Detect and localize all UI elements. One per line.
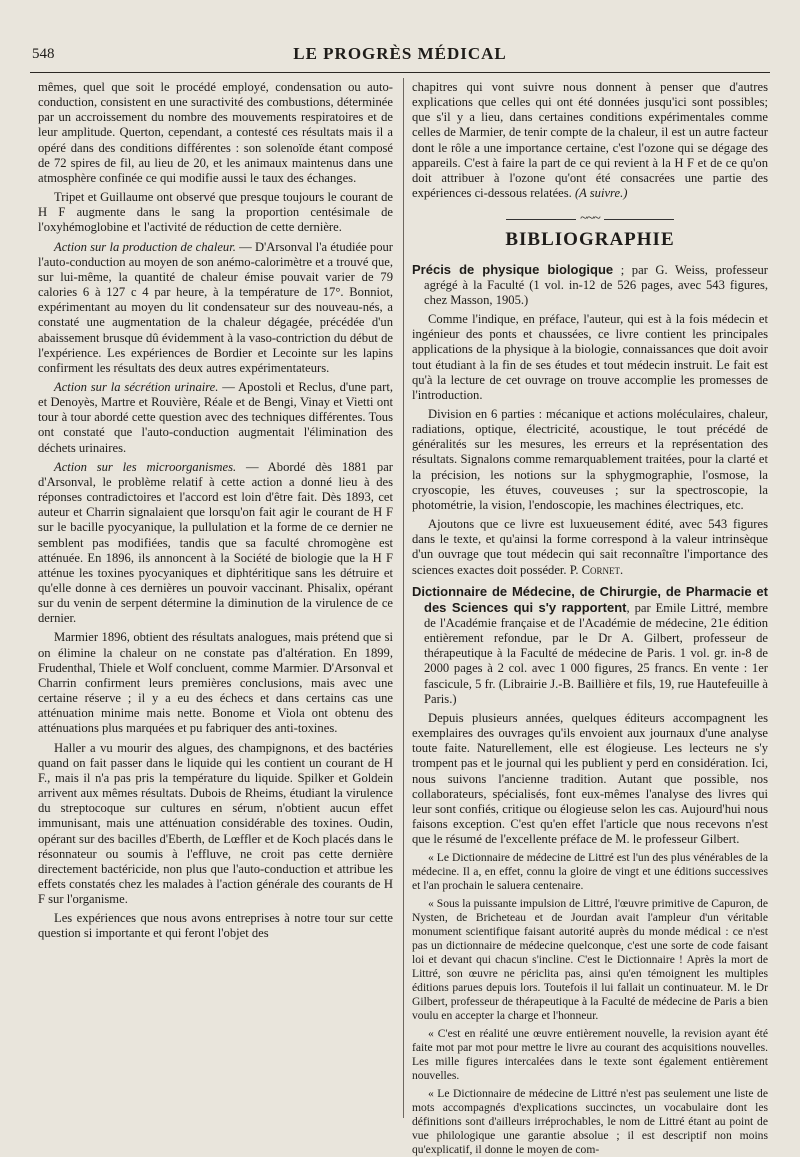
right-column — [412, 80, 768, 1157]
quotation: « Le Dictionnaire de médecine de Littré n'est pas seulement une liste de mots accompagnés d'explications succinctes, un vocabulaire dont les définitions sont d'ailleurs irréprochables, le nom de Littré étant au point de vue philologique une garantie absolue ; il est descriptif non moins qu'explicatif, il donne le moyen de com- — [412, 1087, 768, 1157]
paragraph-text: — Apostoli et Reclus, d'une part, et Denoyès, Martre et Rouvière, Réale et de Bengi, Vinay et Vietti ont tour à tour abordé cette question avec des techniques différentes. Tous ont constaté que l'auto-conduction augmentait l'élimination des déchets urinaires. — [38, 379, 393, 455]
ornament-glyph: ~~~ — [580, 211, 600, 227]
bibliography-entry — [412, 262, 768, 578]
entry-title: Précis de physique biologique — [412, 261, 614, 277]
entry-title: Dictionnaire de Médecine, de Chirurgie, de Pharmacie et des Sciences qui s'y rapportent — [412, 583, 768, 615]
paragraph: mêmes, quel que soit le procédé employé, condensation ou auto-conduction, consistent en une suractivité des combustions, déterminée par un accroissement du nombre des mouvements respiratoires et de leur amplitude. Querton, cependant, a contesté ces résultats mais il a opéré dans des conditions différentes : son solenoïde étant composé de 72 spires de fil, au lieu de 20, et les animaux maintenus dans une atmosphère confinée ce qui modifie aussi le taux des échanges. — [38, 80, 393, 185]
page-header — [30, 42, 770, 70]
paragraph: Haller a vu mourir des algues, des champignons, et des bactéries quand on fait passer dans le liquide qui les contient un courant de H F., mais il n'a pas pris la température du liquide. Spilker et Goldein arrivent aux mêmes résultats. Dubois de Rheims, étudiant la virulence du streptocoque sur cultures en sérum, n'obtient aucun effet immunisant, mais une atténuation considérable des toxines. Oudin, opérant sur des bacilles d'Eberth, de Lœffler et de Koch placés dans le résonnateur ou soumis à l'effluve, ne croit pas cette dernière directement bactéricide, non plus que l'auto-conduction et attribue les effets constatés chez les malades à l'action générale des courants de H F sur l'organisme. — [38, 740, 393, 907]
page-number: 548 — [32, 46, 55, 62]
paragraph-text: — D'Arsonval l'a étudiée pour l'auto-conduction au moyen de son anémo-calorimètre et a trouvé que, sur lui-même, la quantité de chaleur émise pouvait varier de 79 calories 6 à 127 c 4 par heure, à la température de 17°. Bonniot, expérimentant au moyen du lit condensateur sur des nouveau-nés, a constaté une augmentation de la chaleur dégagée, précédée d'un abaissement brusque dû évidemment à la vaso-contriction du début de l'expérience. Les expériences de Bordier et Lecointe sur les lapins confirment les résultats des deux autres expérimentateurs. — [38, 239, 393, 375]
section-heading: Action sur les microorganismes. — [54, 459, 237, 474]
paragraph: Tripet et Guillaume ont observé que presque toujours le courant de H F augmente dans le sang la proportion centésimale de l'oxyhémoglobine et l'activité de réduction de cette dernière. — [38, 190, 393, 235]
entry-reference — [412, 584, 768, 707]
paragraph — [412, 517, 768, 578]
paragraph — [412, 80, 768, 201]
quotation: « Sous la puissante impulsion de Littré, l'œuvre primitive de Capuron, de Nysten, de Bricheteau et de Jourdan avait l'ampleur d'un véritable monument scientifique faisant autorité auprès du monde médical : ce n'est pas un dictionnaire de médecine quelconque, c'est une sorte de code faisant loi et devant qui chacun s'incline. C'est le Dictionnaire ! Après la mort de Littré, son œuvre ne périclita pas, ainsi qu'en témoignent les multiples éditions parues depuis lors. Toutefois il lui fallait un continuateur. M. le Dr Gilbert, professeur de thérapeutique à la Faculté de médecine de Paris a bien voulu en accepter la charge et l'honneur. — [412, 897, 768, 1023]
paragraph — [38, 380, 393, 456]
paragraph: Depuis plusieurs années, quelques éditeurs accompagnent les exemplaires des ouvrages qu'ils envoient aux journaux d'une analyse toute faite. Naturellement, elle est élogieuse. Les lecteurs ne s'y trompent pas et le journal qui les publient y perd en considération. Ici, nous suivons l'ancienne tradition. Autant que possible, nos collaborateurs, spécialisés, font eux-mêmes l'analyse des livres qui leur sont confiés, critique ou élogieuse selon les cas. Aujourd'hui nous faisons exception. C'est qu'en effet l'article que nous recevons n'est que le résumé de l'excellente préface de M. le professeur Gilbert. — [412, 710, 768, 847]
entry-reference — [412, 262, 768, 308]
ornament-divider — [412, 211, 768, 226]
paragraph-text: Ajoutons que ce livre est luxueusement édité, avec 543 figures dans le texte, et qu'ainsi la forme correspond à la valeur intrinsèque d'un ouvrage que tout médecin qui sait reconnaître l'importance des sciences exactes doit posséder. — [412, 517, 768, 577]
quotation: « C'est en réalité une œuvre entièrement nouvelle, la revision ayant été faite mot par mot pour mettre le livre au courant des acquisitions nouvelles. Les mille figures intercalées dans le texte sont également entièrement nouvelles. — [412, 1027, 768, 1083]
section-heading: Action sur la production de chaleur. — [54, 239, 236, 254]
section-title: BIBLIOGRAPHIE — [505, 229, 675, 251]
paragraph: Division en 6 parties : mécanique et actions moléculaires, chaleur, radiations, optique, électricité, acoustique, le tout précédé de généralités sur les mesures, les erreurs et la représentation des résultats. Signalons comme remarquablement traitées, pour la clarté et la précision, les notions sur la sphygmographie, l'osmose, la cryoscopie, les étuves, couveuses ; sur la spectroscopie, la photométrie, la vision, l'endoscopie, les machines électriques, etc. — [412, 406, 768, 512]
left-column — [38, 80, 393, 1130]
column-divider — [403, 78, 404, 1118]
section-heading: Action sur la sécrétion urinaire. — [54, 379, 219, 394]
bibliography-entry — [412, 584, 768, 1157]
paragraph — [38, 240, 393, 376]
header-rule — [30, 72, 770, 73]
paragraph: Comme l'indique, en préface, l'auteur, qui est à la fois médecin et ingénieur des ponts et chaussées, ce livre contient les principales applications de la physique à la biologie, connaissances que doit avoir tout étudiant à la fin de ses études et tout médecin instruit. Le fait est qu'à la lecture de cet ouvrage on trouve accomplie les promesses de l'introduction. — [412, 312, 768, 402]
paragraph: Marmier 1896, obtient des résultats analogues, mais prétend que si on élimine la chaleur on ne constate pas d'altération. En 1899, Frudenthal, Thiele et Wolf concluent, comme Marmier. D'Arsonval et Charrin confirment leurs premières conclusions, mais avec une certaine réserve ; il y a eu des échecs et dans certains cas une atténuation minime mais nette. Bonome et Viola ont obtenu des atténuations plus marquées et pu fabriquer des anti-toxines. — [38, 630, 393, 736]
paragraph-text: chapitres qui vont suivre nous donnent à penser que d'autres explications que celles qui ont été données jusqu'ici sont possibles; que s'il y a lieu, dans certaines conditions expérimentales comme celles de Marmier, de tenir compte de la chaleur, il est un autre facteur dont le rôle a une importance certaine, c'est l'ozone qui se dégage des appareils. C'est à faire la part de ce qui revient à la H F et de ce qu'on doit attribuer à l'ozone qu'ont été consacrées une partie des expériences ci-dessous relatées. — [412, 80, 768, 201]
paragraph: Les expériences que nous avons entreprises à notre tour sur cette question si importante et qui feront l'objet des — [38, 911, 393, 941]
paragraph-text: — Abordé dès 1881 par d'Arsonval, le problème relatif à cette action a donné lieu à des réponses contradictoires et l'accord est loin d'être fait. Dès 1893, cet auteur et Charrin signalaient que lorsqu'on fait agir le courant de H F sur le bacille pyocyanique, la pullulation et la forme de ce dernier ne semblent pas modifiées, tandis que sa faculté chromogène est atténuée. En 1896, ils annoncent à la Société de biologie que la H F atténue les toxines pyocyaniques et diphtéritique sans les détruire et qu'elle donne à ces dernières un pouvoir vaccinant. Phisalix, opérant sur du venin de serpent détermine la diminution de la virulence de ce dernier. — [38, 459, 393, 626]
journal-title: LE PROGRÈS MÉDICAL — [293, 44, 507, 63]
quotation: « Le Dictionnaire de médecine de Littré est l'un des plus vénérables de la médecine. Il a, en effet, connu la gloire de vingt et une éditions successives et l'an prochain le saluera centenaire. — [412, 851, 768, 893]
entry-ref-text: ; par G. Weiss, professeur agrégé à la Faculté (1 vol. in-12 de 526 pages, avec 543 figures, chez Masson, 1905.) — [424, 262, 768, 307]
to-be-continued: (A suivre.) — [574, 186, 628, 201]
paragraph — [38, 460, 393, 627]
entry-ref-text: , par Emile Littré, membre de l'Académie française et de l'Académie de médecine, 21e édition entièrement refondue, par le Dr A. Gilbert, professeur de thérapeutique à la Faculté de médecine de Paris. 1 vol. gr. in-8 de 2000 pages à 2 col. avec 1 000 figures, 25 francs. En vente : 1er fascicule, 5 fr. (Librairie J.-B. Baillière et fils, 19, rue Hautefeuille à Paris.) — [424, 600, 768, 706]
signature: P. Cornet. — [569, 562, 624, 577]
